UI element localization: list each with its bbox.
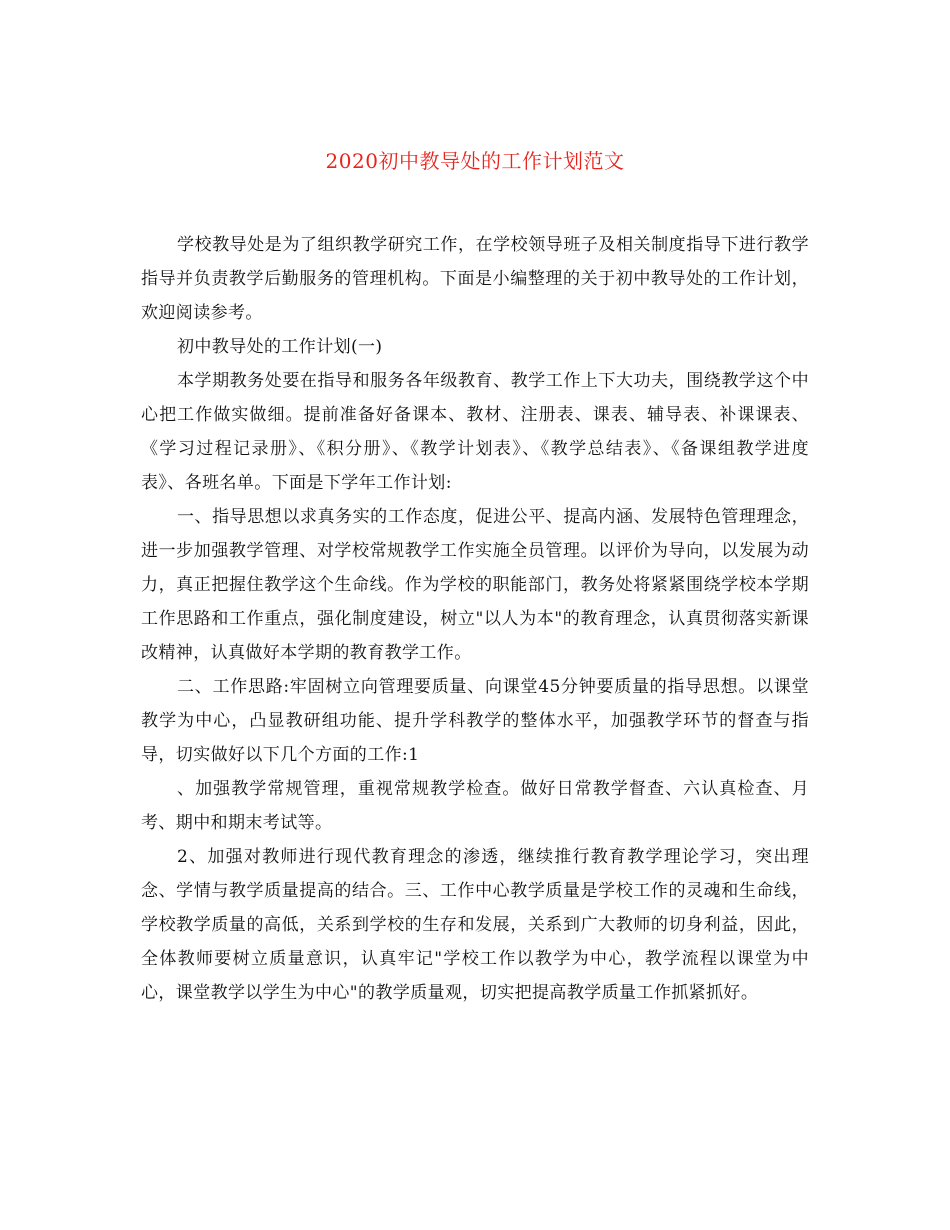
- document-title: 2020初中教导处的工作计划范文: [325, 149, 625, 173]
- paragraph-intro: 学校教导处是为了组织教学研究工作，在学校领导班子及相关制度指导下进行教学指导并负责教学后勤服务的管理机构。下面是小编整理的关于初中教导处的工作计划，欢迎阅读参考。: [141, 235, 809, 323]
- paragraph-guiding-ideology: 一、指导思想以求真务实的工作态度，促进公平、提高内涵、发展特色管理理念，进一步加强教学管理、对学校常规教学工作实施全员管理。以评价为导向，以发展为动力，真正把握住教学这个生命线。作为学校的职能部门，教务处将紧紧围绕学校本学期工作思路和工作重点，强化制度建设，树立"以人为本"的教育理念，认真贯彻落实新课改精神，认真做好本学期的教育教学工作。: [141, 507, 809, 663]
- paragraph-work-approach: 二、工作思路:牢固树立向管理要质量、向课堂45分钟要质量的指导思想。以课堂教学为中心，凸显教研组功能、提升学科教学的整体水平，加强教学环节的督查与指导，切实做好以下几个方面的工作:1: [141, 677, 809, 765]
- document-body: [141, 228, 809, 1010]
- paragraph-education-concepts: 2、加强对教师进行现代教育理念的渗透，继续推行教育教学理论学习，突出理念、学情与教学质量提高的结合。三、工作中心教学质量是学校工作的灵魂和生命线，学校教学质量的高低，关系到学校的生存和发展，关系到广大教师的切身利益，因此，全体教师要树立质量意识，认真牢记"学校工作以教学为中心，教学流程以课堂为中心，课堂教学以学生为中心"的教学质量观，切实把提高教学质量工作抓紧抓好。: [141, 847, 809, 1003]
- paragraph-routine-management: 、加强教学常规管理，重视常规教学检查。做好日常教学督查、六认真检查、月考、期中和期末考试等。: [141, 779, 809, 833]
- section-heading: 初中教导处的工作计划(一): [177, 337, 383, 357]
- paragraph-preparation: 本学期教务处要在指导和服务各年级教育、教学工作上下大功夫，围绕教学这个中心把工作做实做细。提前准备好备课本、教材、注册表、课表、辅导表、补课课表、《学习过程记录册》、《积分册》、《教学计划表》、《教学总结表》、《备课组教学进度表》、各班名单。下面是下学年工作计划:: [141, 371, 809, 493]
